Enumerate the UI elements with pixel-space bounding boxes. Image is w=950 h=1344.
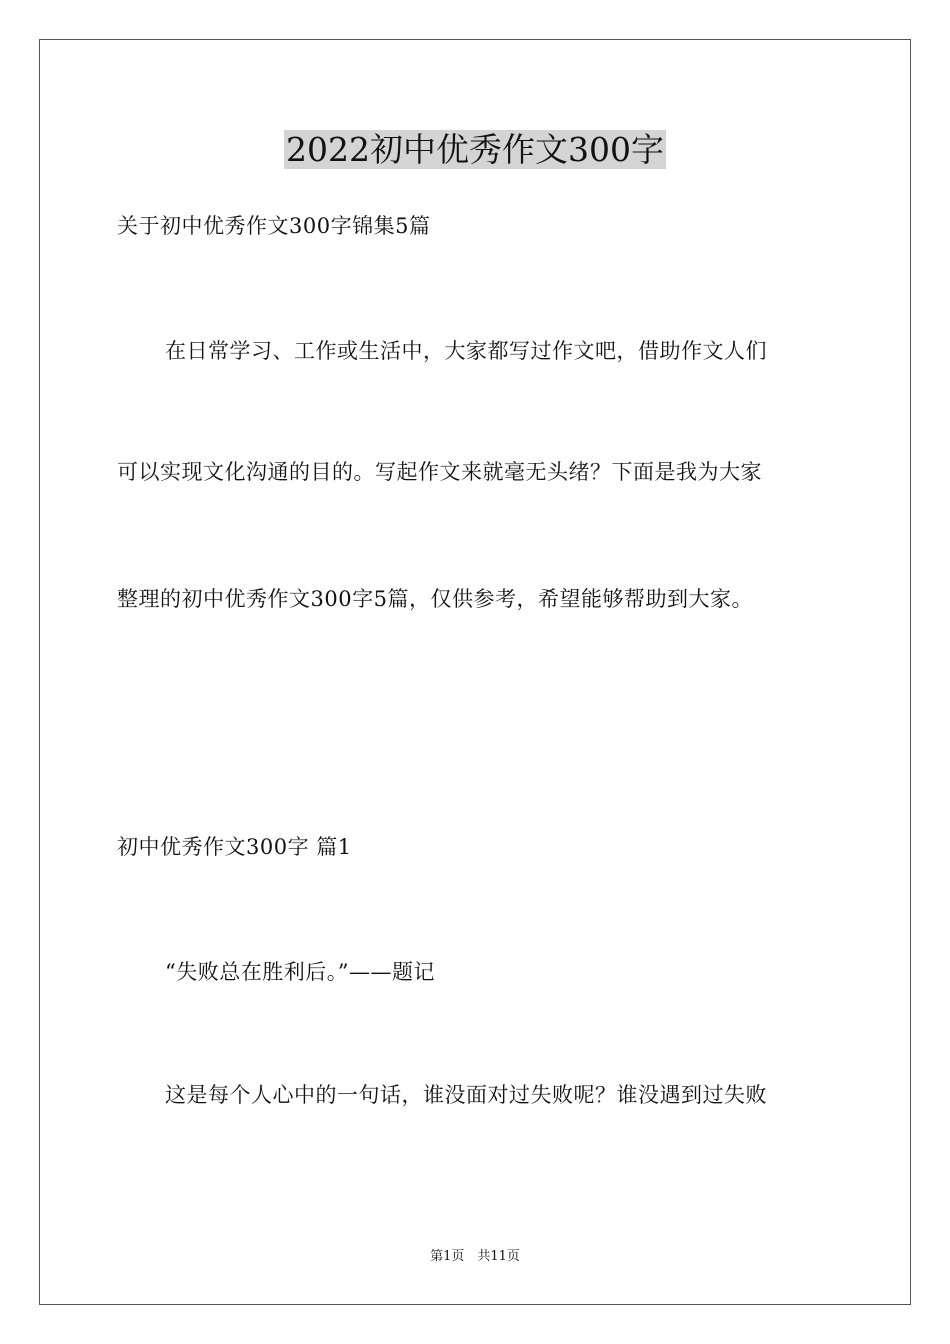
intro-line-1: 在日常学习、工作或生活中，大家都写过作文吧，借助作文人们 [165,339,767,363]
epigraph: “失败总在胜利后。”——题记 [165,960,435,984]
page-number: 第1页 共11页 [430,1249,520,1264]
intro-line-3: 整理的初中优秀作文300字5篇，仅供参考，希望能够帮助到大家。 [117,587,753,611]
body-line-1: 这是每个人心中的一句话，谁没面对过失败呢？谁没遇到过失败 [165,1083,767,1107]
document-title [0,128,950,172]
document-subtitle: 关于初中优秀作文300字锦集5篇 [117,214,431,238]
document-title-text: 2022初中优秀作文300字 [286,130,664,169]
intro-line-2: 可以实现文化沟通的目的。写起作文来就毫无头绪？下面是我为大家 [117,460,762,484]
section-heading: 初中优秀作文300字 篇1 [117,835,352,859]
